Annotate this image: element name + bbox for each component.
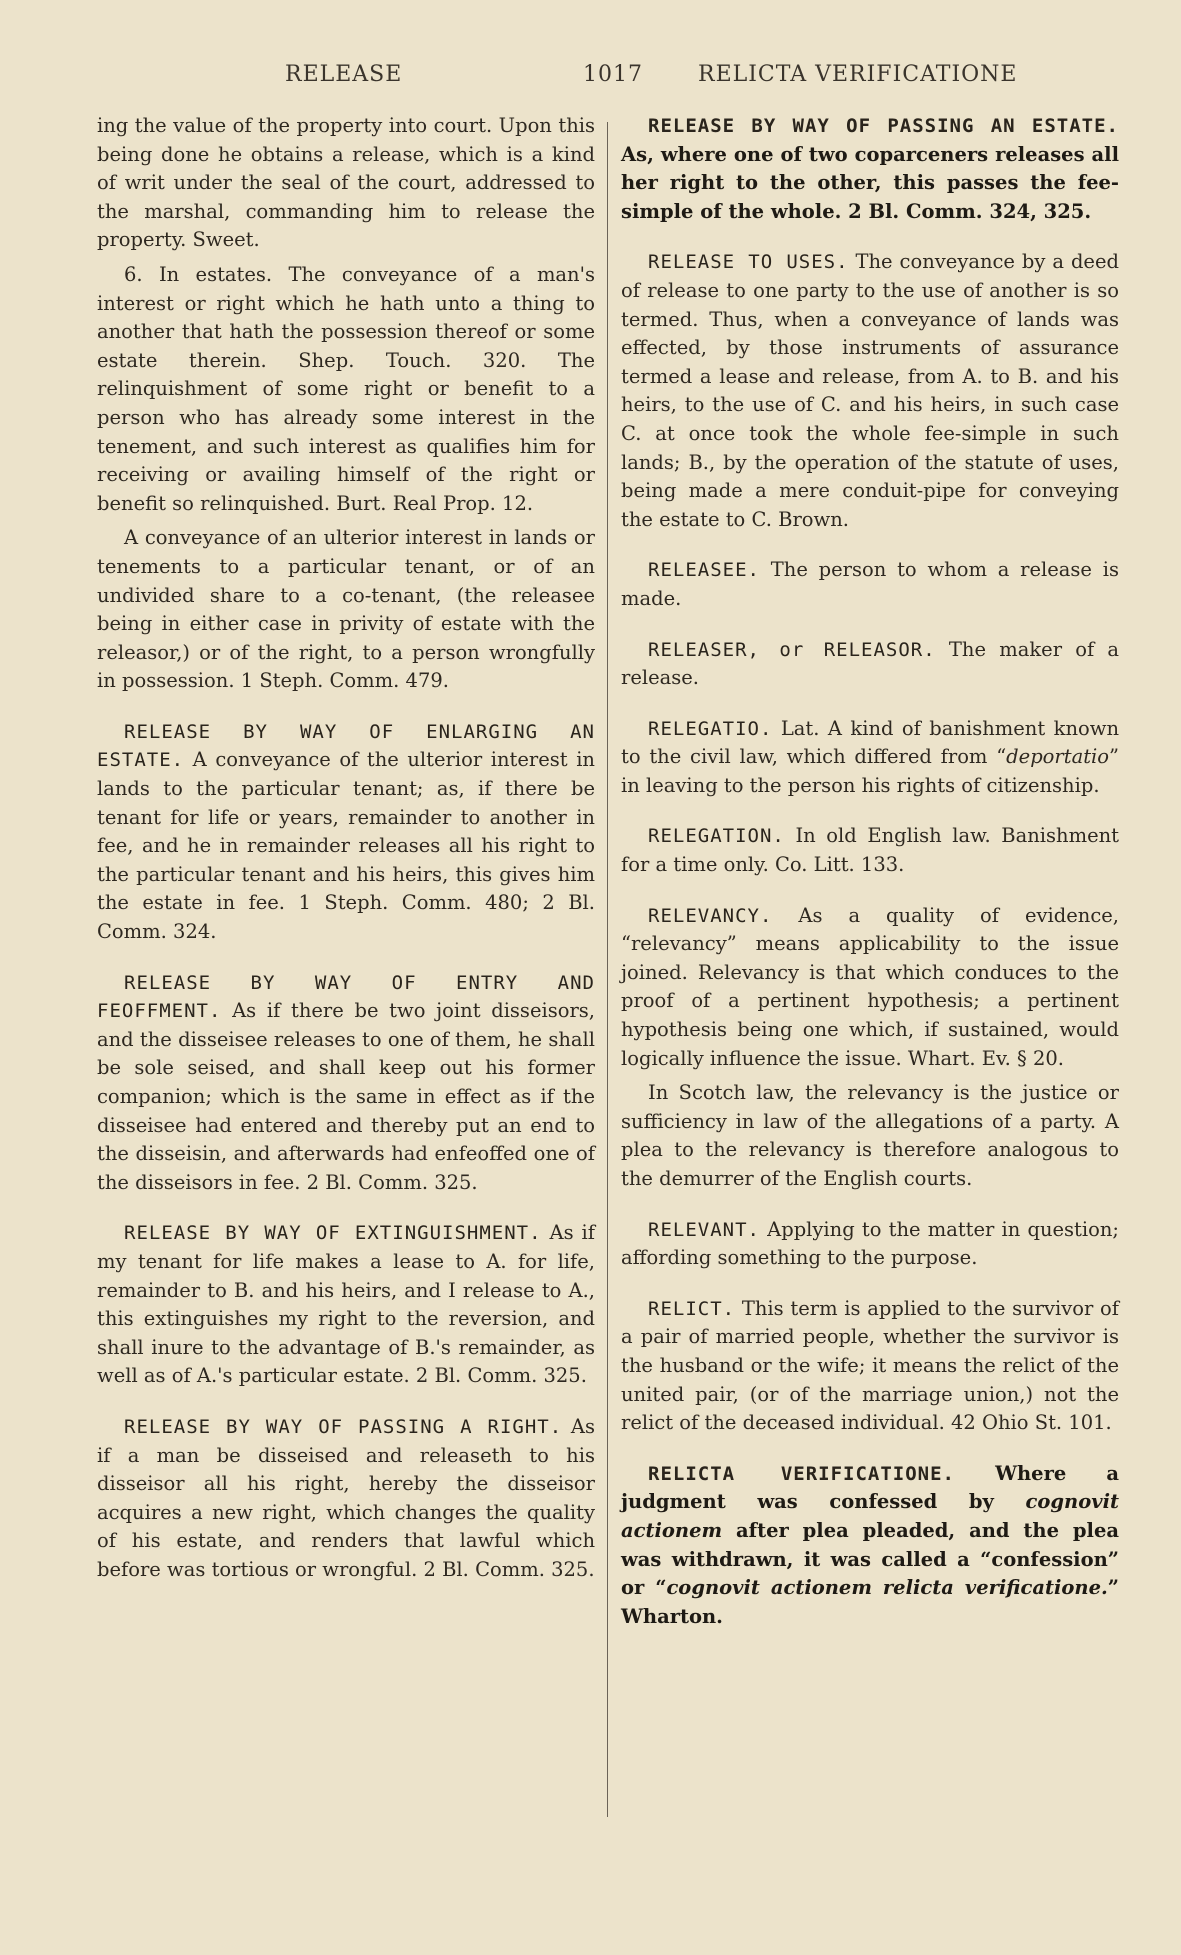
entry-definition: As if there be two joint disseisors, and the disseisee releases to one of them, he shall be sole seised, and shall keep out his former companion; which is the same in effect as if the disseisee had entered and thereby put an end to the disseisin, and afterwards had enfeoffed one of the disseisors in fee. 2 Bl. Comm. 325. bbox=[97, 999, 595, 1194]
entry-definition: As a quality of evidence, “relevancy” means applicability to the issue joined. Relevancy is that which conduces to the proof of a pertinent hypothesis; a pertinent hypothesis being one which, if sustained, would logically influence the issue. Whart. Ev. § 20. bbox=[621, 903, 1119, 1070]
paragraph-in-estates: 6. In estates. The conveyance of a man's interest or right which he hath unto a thing to another that hath the possession thereof or some estate therein. Shep. Touch. 320. The relinquishment of some right or benefit to a person who has already some interest in the tenement, and such interest as qualifies him for receiving or availing himself of the right or benefit so relinquished. Burt. Real Prop. 12. bbox=[97, 262, 595, 515]
entry-releasee bbox=[621, 556, 1119, 613]
entry-definition: The maker of a release. bbox=[621, 637, 1120, 690]
entry-term: RELEASE BY WAY OF ENLARGING AN ESTATE. bbox=[97, 720, 595, 772]
entry-relegatio bbox=[621, 715, 1119, 801]
entry-release-passing-right bbox=[97, 1413, 595, 1585]
entry-definition: As if my tenant for life makes a lease to A. for life, remainder to B. and his heirs, and I release to A., this extinguishes my right to the reversion, and shall inure to the advantage of B.'s remainder, as well as of A.'s particular estate. 2 Bl. Comm. 325. bbox=[97, 1221, 595, 1388]
entry-definition-middle: after plea pleaded, and the plea was withdrawn, it was called a “confession” or “ bbox=[621, 1518, 1119, 1600]
entry-relegation bbox=[621, 822, 1119, 879]
left-column bbox=[97, 112, 595, 1585]
entry-definition-start: Lat. A kind of banishment known to the civil law, which differed from “ bbox=[621, 716, 1119, 769]
entry-definition: As if a man be disseised and releaseth to his disseisor all his right, hereby the disseisor acquires a new right, which changes the quality of his estate, and renders that lawful which before was tortious or wrongful. 2 Bl. Comm. 325. bbox=[97, 1414, 595, 1581]
entry-definition: In old English law. Banishment for a time only. Co. Litt. 133. bbox=[621, 824, 1119, 877]
entry-release-enlarging-estate bbox=[97, 718, 595, 947]
entry-term: RELEVANCY. bbox=[648, 904, 773, 927]
entry-term: RELEASE TO USES. bbox=[648, 251, 849, 274]
entry-definition-end: ” in leaving to the person his rights of citizenship. bbox=[621, 745, 1119, 797]
entry-definition: A conveyance of the ulterior interest in lands to the particular tenant; as, if there be tenant for life or years, remainder to another in fee, and he in remainder releases all his right to the particular tenant and his heirs, this gives him the estate in fee. 1 Steph. Comm. 480; 2 Bl. Comm. 324. bbox=[97, 748, 595, 944]
header-left-word: RELEASE bbox=[285, 62, 403, 87]
entry-term: RELICT. bbox=[648, 1297, 736, 1320]
entry-definition: Applying to the matter in question; affording something to the purpose. bbox=[621, 1217, 1120, 1270]
entry-term: RELEVANT. bbox=[648, 1218, 760, 1241]
right-column bbox=[621, 112, 1119, 1631]
running-header bbox=[0, 62, 1181, 96]
header-right-word: RELICTA VERIFICATIONE bbox=[698, 62, 1018, 87]
entry-definition: As, where one of two coparceners releases all her right to the other, this passes the fee-simple of the whole. 2 Bl. Comm. 324, 325. bbox=[621, 142, 1119, 223]
continued-paragraph: ing the value of the property into court. Upon this being done he obtains a release, which is a kind of writ under the seal of the court, addressed to the marshal, commanding him to release the property. Sweet. bbox=[97, 114, 595, 252]
entry-release-entry-feoffment bbox=[97, 969, 595, 1198]
entry-term: RELEASE BY WAY OF EXTINGUISHMENT. bbox=[124, 1222, 542, 1245]
latin-term: cognovit actionem relicta verificatione. bbox=[666, 1576, 1108, 1600]
entry-relevancy-scotch: In Scotch law, the relevancy is the justice or sufficiency in law of the allegations of a party. A plea to the relevancy is therefore analogous to the demurrer of the English courts. bbox=[621, 1081, 1119, 1190]
entry-term: RELEASE BY WAY OF PASSING A RIGHT. bbox=[124, 1415, 563, 1438]
entry-definition: This term is applied to the survivor of a pair of married people, whether the survivor is the husband or the wife; it means the relict of the united pair, (or of the marriage union,) not the relict of the deceased individual. 42 Ohio St. 101. bbox=[621, 1296, 1120, 1435]
entry-definition: The person to whom a release is made. bbox=[621, 558, 1119, 610]
entry-term: RELEASE BY WAY OF ENTRY AND FEOFFMENT. bbox=[97, 971, 595, 1023]
latin-term: cognovit actionem bbox=[621, 1490, 1119, 1542]
entry-definition-end: ” Wharton. bbox=[621, 1576, 1119, 1628]
entry-term: RELEGATION. bbox=[648, 825, 785, 848]
latin-term: deportatio bbox=[1006, 745, 1110, 769]
entry-relevant bbox=[621, 1216, 1119, 1273]
entry-relevancy bbox=[621, 902, 1119, 1074]
page-number: 1017 bbox=[583, 62, 643, 87]
column-divider bbox=[607, 122, 608, 1817]
entry-definition: The conveyance by a deed of release to one party to the use of another is so termed. Thus, when a conveyance of lands was effected, by those instruments of assurance termed a lease and release, from A. to B. and his heirs, to the use of C. and his heirs, in such case C. at once took the whole fee-simple in such lands; B., by the operation of the statute of uses, being made a mere conduit-pipe for conveying the estate to C. Brown. bbox=[621, 250, 1119, 531]
entry-term: RELEGATIO. bbox=[648, 717, 773, 740]
entry-releaser bbox=[621, 636, 1119, 693]
entry-release-passing-estate bbox=[621, 112, 1119, 226]
entry-term: RELEASEE. bbox=[648, 559, 760, 582]
entry-definition-start: Where a judgment was confessed by bbox=[621, 1461, 1119, 1514]
entry-term: RELICTA VERIFICATIONE. bbox=[648, 1462, 955, 1485]
entry-release-extinguishment bbox=[97, 1219, 595, 1391]
entry-release-to-uses bbox=[621, 248, 1119, 534]
entry-term: RELEASE BY WAY OF PASSING AN ESTATE. bbox=[648, 115, 1119, 137]
entry-relicta-verificatione bbox=[621, 1460, 1119, 1632]
entry-term: RELEASER, or RELEASOR. bbox=[648, 638, 936, 661]
entry-relict bbox=[621, 1295, 1119, 1438]
paragraph-conveyance: A conveyance of an ulterior interest in lands or tenements to a particular tenant, or of an undivided share to a co-tenant, (the releasee being in either case in privity of estate with the releasor,) or of the right, to a person wrongfully in possession. 1 Steph. Comm. 479. bbox=[97, 526, 595, 693]
